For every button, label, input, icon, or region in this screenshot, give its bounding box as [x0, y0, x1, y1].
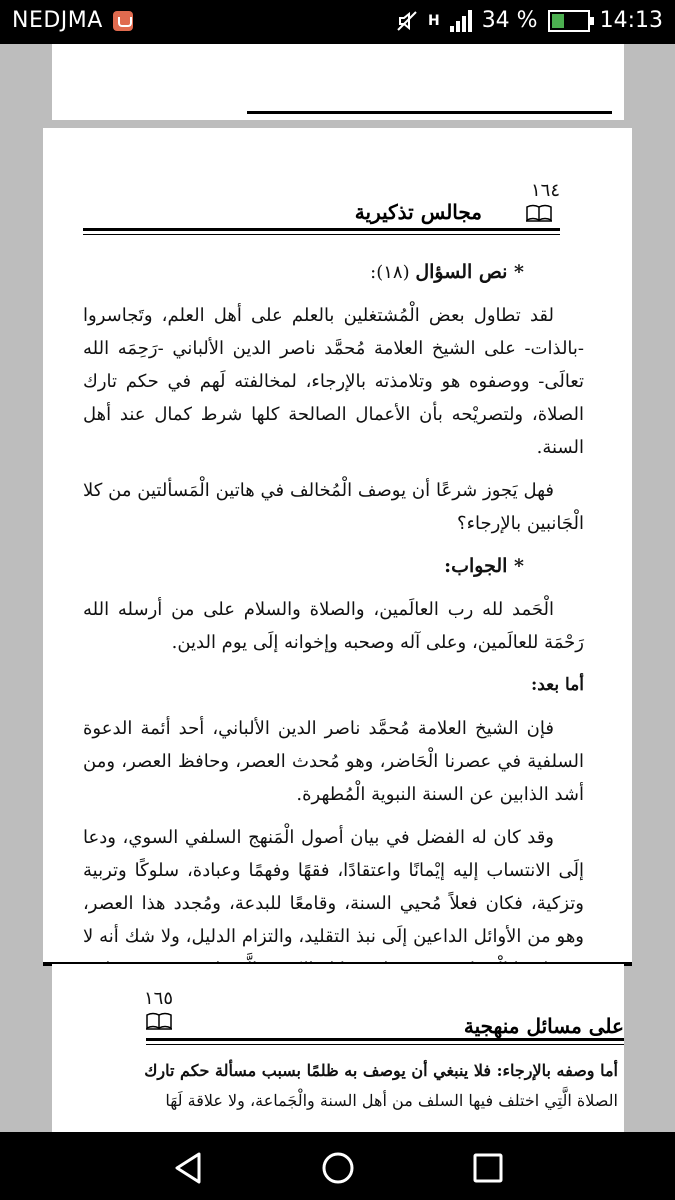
question-paragraph-2: فهل يَجوز شرعًا أن يوصف الْمُخالف في هاتين الْمَسألتين من كلا الْجَانبين بالإرجاء؟ — [83, 480, 584, 534]
page-body — [83, 256, 584, 986]
page-number: ١٦٤ — [530, 180, 560, 201]
header-rule — [146, 1038, 624, 1041]
battery-charging-icon — [548, 10, 590, 32]
home-icon — [320, 1150, 356, 1186]
header-rule-thin — [146, 1044, 624, 1045]
mute-icon — [396, 10, 418, 32]
clock: 14:13 — [599, 8, 663, 33]
book-icon — [526, 204, 552, 222]
previous-page — [52, 44, 624, 120]
book-icon — [146, 1012, 172, 1030]
recents-icon — [472, 1152, 504, 1184]
page-rule — [247, 111, 612, 114]
page-header-title: مجالس تذكيرية — [354, 200, 482, 224]
app-notification-icon — [113, 11, 133, 31]
answer-title: * الجواب: — [444, 555, 524, 577]
answer-paragraph-2: فإن الشيخ العلامة مُحمَّد ناصر الدين الألباني، أحد أئمة الدعوة السلفية في عصرنا الْحَاضر، وهو مُحدث العصر، وحافظ العصر، ومن أشد الذابين عن السنة النبوية الْمُطهرة. — [83, 718, 584, 805]
page-165 — [52, 964, 624, 1132]
text-line: أما وصفه بالإرجاء: فلا ينبغي أن يوصف به ظلمًا بسبب مسألة حكم تارك — [144, 1061, 618, 1080]
navigation-bar — [0, 1132, 675, 1200]
header-rule-thin — [83, 234, 560, 235]
question-title: * نص السؤال — [415, 261, 524, 283]
back-button[interactable] — [166, 1146, 210, 1190]
signal-icon — [450, 10, 472, 32]
back-icon — [171, 1150, 205, 1186]
status-bar — [0, 0, 675, 44]
page-164 — [43, 128, 632, 964]
page-header-title: على مسائل منهجية — [463, 1014, 624, 1038]
status-left — [12, 8, 133, 33]
document-viewer[interactable] — [0, 44, 675, 1132]
page-number: ١٦٥ — [144, 988, 174, 1009]
header-rule — [83, 228, 560, 231]
battery-percent: 34 % — [481, 8, 538, 33]
question-heading — [83, 256, 584, 289]
answer-paragraph-3: وقد كان له الفضل في بيان أصول الْمَنهج السلفي السوي، ودعا إلَى الانتساب إليه إيْمانًا واعتقادًا، فقهًا وفهمًا وعبادة، سلوكًا وتربية وتزكية، فكان فعلاً مُحيي السنة، وقامعًا للبدعة، ومُجدد هذا العصر، وهو من الأوائل الداعين إلَى نبذ التقليد، والتزام الدليل، ولا شك أنه لا — [83, 827, 584, 947]
recents-button[interactable] — [466, 1146, 510, 1190]
status-right — [396, 8, 663, 33]
carrier-label: NEDJMA — [12, 8, 103, 33]
question-number: (١٨): — [370, 262, 410, 283]
answer-paragraph-1: الْحَمد لله رب العالَمين، والصلاة والسلام على من أرسله الله رَحْمَة للعالَمين، وعلى آله وصحبه وإخوانه إلَى يوم الدين. — [83, 599, 584, 653]
question-paragraph-1: لقد تطاول بعض الْمُشتغلين بالعلم على أهل العلم، وتَجاسروا -بالذات- على الشيخ العلامة مُحمَّد ناصر الدين الألباني -رَحِمَه الله تعالَى- ووصفوه هو وتلامذته بالإرجاء، لمخالفته لَهم في حكم تارك الصلاة، ولتصريْحه بأن الأعمال الصالحة كلها شرط كمال عند أهل السنة. — [83, 305, 584, 458]
home-button[interactable] — [316, 1146, 360, 1190]
network-type-label: H — [427, 12, 440, 29]
text-line: الصلاة الَّتِي اختلف فيها السلف من أهل السنة والْجَماعة، ولا علاقة لَهَا — [165, 1091, 618, 1110]
amma-bad-heading: أما بعد: — [530, 675, 584, 695]
page-165-body — [72, 1056, 618, 1116]
